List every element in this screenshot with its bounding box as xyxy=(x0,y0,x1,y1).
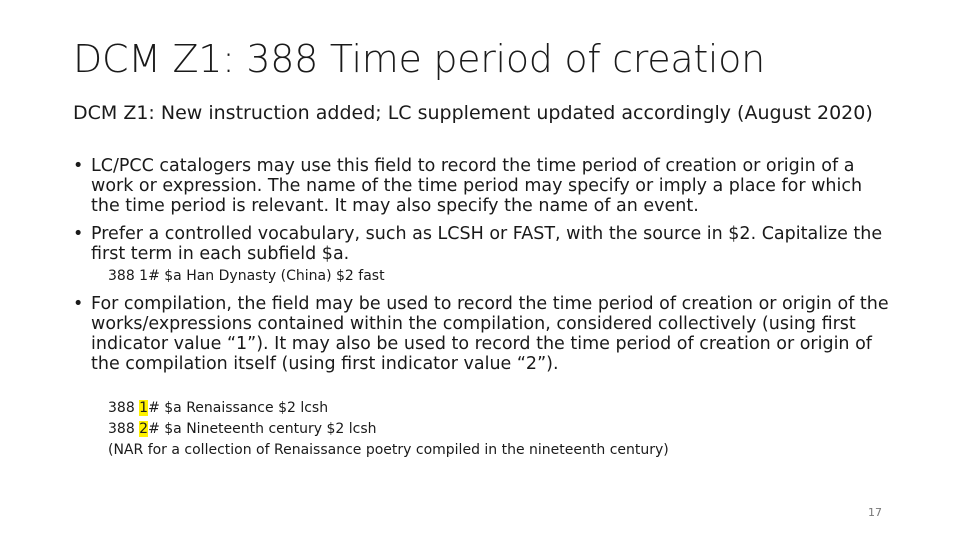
indicator-highlight: 1 xyxy=(139,400,149,416)
bullet-text: For compilation, the field may be used to record the time period of creation or origin of the works/expressions contained within the compilation, considered collectively (using first indicator value “1”). It may also be used to record the time period of creation or origin of the compilation itself (using first indicator value “2”). xyxy=(91,294,889,374)
marc-tag: 388 xyxy=(108,421,140,437)
page-number: 17 xyxy=(868,506,882,519)
example-note: (NAR for a collection of Renaissance poetry compiled in the nineteenth century) xyxy=(108,442,669,458)
marc-field-text: # $a Renaissance $2 lcsh xyxy=(148,400,329,416)
bullet-marker: • xyxy=(73,156,84,176)
marc-example xyxy=(108,398,328,418)
slide-subtitle: DCM Z1: New instruction added; LC supplement updated accordingly (August 2020) xyxy=(73,102,873,124)
bullet-text: Prefer a controlled vocabulary, such as LCSH or FAST, with the source in $2. Capitalize the first term in each subfield $a. xyxy=(91,224,883,264)
bullet-item xyxy=(73,294,893,374)
marc-example: 388 1# $a Han Dynasty (China) $2 fast xyxy=(108,268,385,284)
slide-title: DCM Z1: 388 Time period of creation xyxy=(73,37,765,81)
indicator-highlight: 2 xyxy=(139,421,149,437)
bullet-text: LC/PCC catalogers may use this field to record the time period of creation or origin of a work or expression. The name of the time period may specify or imply a place for which the time period is relevant. It may also specify the name of an event. xyxy=(91,156,863,216)
bullet-marker: • xyxy=(73,294,84,314)
bullet-item xyxy=(73,156,893,216)
bullet-item xyxy=(73,224,893,264)
marc-field-text: # $a Nineteenth century $2 lcsh xyxy=(148,421,377,437)
marc-example xyxy=(108,419,377,439)
bullet-marker: • xyxy=(73,224,84,244)
marc-tag: 388 xyxy=(108,400,140,416)
